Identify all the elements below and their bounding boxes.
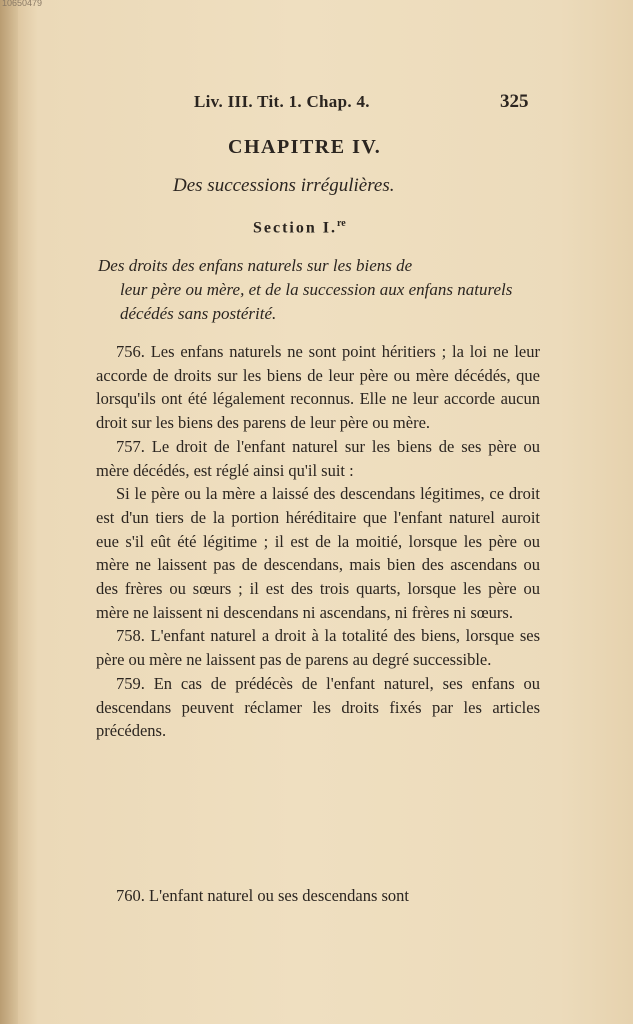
article-757-continued: Si le père ou la mère a laissé des descendans légitimes, ce droit est d'un tiers de la portion héréditaire que l'enfant naturel auroit eue s'il eût été légitime ; il est de la moitié, lorsque les père ou mère ne laissent pas de descendans, mais bien des ascendans ou des frères ou sœurs ; il est des trois quarts, lorsque les père ou mère ne laissent ni descendans ni ascendans, ni frères ni sœurs. [96, 484, 540, 622]
chapter-title: CHAPITRE IV. [228, 136, 382, 158]
section-title-line2: leur père ou mère, et de la succession aux enfans naturels décédés sans postérité. [120, 280, 513, 323]
section-title [98, 254, 538, 326]
page-number: 325 [500, 91, 529, 112]
section-heading [253, 218, 346, 237]
scan-id: 10650479 [2, 0, 43, 8]
section-title-line1: Des droits des enfans naturels sur les biens de [98, 256, 413, 275]
article-757: 757. Le droit de l'enfant naturel sur les biens de ses père ou mère décédés, est réglé ainsi qu'il suit : [96, 436, 540, 480]
section-heading-text: Section I. [253, 219, 337, 237]
running-head: Liv. III. Tit. 1. Chap. 4. [194, 92, 370, 111]
body-text [96, 340, 540, 743]
chapter-subtitle: Des successions irrégulières. [173, 175, 395, 196]
section-heading-sup: re [337, 218, 346, 229]
article-759: 759. En cas de prédécès de l'enfant naturel, ses enfans ou descendans peuvent réclamer les droits fixés par les articles précédens. [96, 673, 540, 741]
article-760-start: 760. L'enfant naturel ou ses descendans sont [116, 886, 410, 905]
article-758: 758. L'enfant naturel a droit à la totalité des biens, lorsque ses père ou mère ne laissent pas de parens au degré successible. [96, 626, 540, 670]
book-spine-shadow [0, 0, 18, 1024]
article-756: 756. Les enfans naturels ne sont point héritiers ; la loi ne leur accorde de droits sur les biens de leur père ou mère décédés, que lorsqu'ils ont été légalement reconnus. Elle ne leur accorde aucun droit sur les biens des parens de leur père ou mère. [96, 342, 540, 433]
